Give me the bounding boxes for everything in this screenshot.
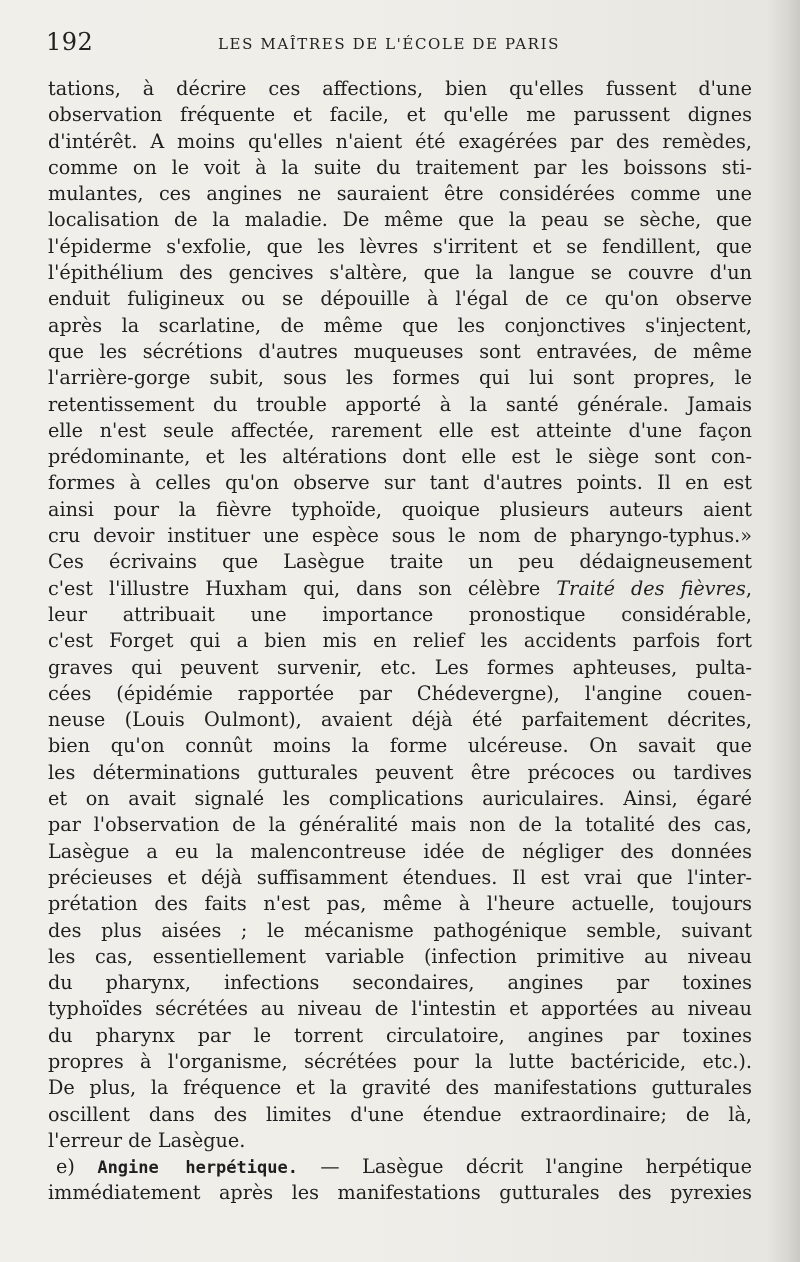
text-line: De plus, la fréquence et la gravité des manifestations gutturales — [48, 1076, 752, 1100]
text-line: du pharynx par le torrent circulatoire, angines par toxines — [48, 1023, 752, 1047]
page-edge-shadow — [766, 0, 800, 1262]
text-line: bien qu'on connût moins la forme ulcéreuse. On savait que — [48, 734, 752, 758]
text-line: leur attribuait une importance pronostique considérable, — [48, 602, 752, 626]
text-fragment: c'est l'illustre Huxham qui, dans son célèbre — [48, 576, 557, 600]
text-line: comme on le voit à la suite du traitement par les boissons sti- — [48, 155, 752, 179]
running-title: LES MAÎTRES DE L'ÉCOLE DE PARIS — [218, 35, 560, 53]
text-line-with-italic — [48, 576, 752, 602]
text-line: et on avait signalé les complications auriculaires. Ainsi, égaré — [48, 787, 752, 811]
text-line: prédominante, et les altérations dont elle est le siège sont con- — [48, 445, 752, 469]
text-line: que les sécrétions d'autres muqueuses sont entravées, de même — [48, 339, 752, 363]
text-line: neuse (Louis Oulmont), avaient déjà été parfaitement décrites, — [48, 708, 752, 732]
text-line: l'erreur de Lasègue. — [48, 1128, 246, 1152]
text-line: prétation des faits n'est pas, même à l'heure actuelle, toujours — [48, 892, 752, 916]
section-heading: Angine herpétique. — [97, 1158, 298, 1179]
text-line: enduit fuligineux ou se dépouille à l'égal de ce qu'on observe — [48, 287, 752, 311]
text-line: typhoïdes sécrétées au niveau de l'intestin et apportées au niveau — [48, 997, 752, 1021]
text-line: après la scarlatine, de même que les conjonctives s'injectent, — [48, 313, 752, 337]
book-title-italic: Traité des fièvres — [556, 576, 746, 600]
text-line: graves qui peuvent survenir, etc. Les formes aphteuses, pulta- — [48, 655, 752, 679]
text-line: tations, à décrire ces affections, bien qu'elles fussent d'une — [48, 77, 752, 100]
text-line: immédiatement après les manifestations gutturales des pyrexies — [48, 1181, 752, 1205]
section-e-first-line — [48, 1154, 752, 1180]
text-line: des plus aisées ; le mécanisme pathogénique semble, suivant — [48, 918, 752, 942]
text-line: cru devoir instituer une espèce sous le nom de pharyngo-typhus.» — [48, 524, 752, 548]
text-line: oscillent dans des limites d'une étendue extraordinaire; de là, — [48, 1102, 752, 1126]
text-line: du pharynx, infections secondaires, angines par toxines — [48, 971, 752, 995]
text-line: c'est Forget qui a bien mis en relief les accidents parfois fort — [48, 629, 752, 653]
text-line: localisation de la maladie. De même que la peau se sèche, que — [48, 208, 752, 232]
text-line: les déterminations gutturales peuvent être précoces ou tardives — [48, 760, 752, 784]
text-line: cées (épidémie rapportée par Chédevergne), l'angine couen- — [48, 681, 752, 705]
text-line: l'épithélium des gencives s'altère, que la langue se couvre d'un — [48, 261, 752, 285]
text-line: ainsi pour la fièvre typhoïde, quoique plusieurs auteurs aient — [48, 497, 752, 521]
section-label: e) — [56, 1155, 75, 1179]
text-line: Lasègue a eu la malencontreuse idée de négliger des données — [48, 839, 752, 863]
body-text — [48, 76, 752, 1207]
text-line: formes à celles qu'on observe sur tant d'autres points. Il en est — [48, 471, 752, 495]
text-line: précieuses et déjà suffisamment étendues. Il est vrai que l'inter- — [48, 865, 752, 889]
text-line: propres à l'organisme, sécrétées pour la lutte bactéricide, etc.). — [48, 1049, 752, 1073]
page-number: 192 — [46, 28, 94, 56]
text-line: elle n'est seule affectée, rarement elle est atteinte d'une façon — [48, 418, 752, 442]
text-fragment: , — [745, 576, 752, 600]
text-line: d'intérêt. A moins qu'elles n'aient été exagérées par des remèdes, — [48, 129, 752, 153]
text-line: Ces écrivains que Lasègue traite un peu dédaigneusement — [48, 550, 752, 574]
text-line: retentissement du trouble apporté à la santé générale. Jamais — [48, 392, 752, 416]
text-fragment: — Lasègue décrit l'angine herpétique — [297, 1155, 752, 1179]
text-line: les cas, essentiellement variable (infection primitive au niveau — [48, 944, 752, 968]
page-header — [46, 28, 746, 58]
text-line: par l'observation de la généralité mais non de la totalité des cas, — [48, 813, 752, 837]
text-line: l'arrière-gorge subit, sous les formes qui lui sont propres, le — [48, 366, 752, 390]
text-line: l'épiderme s'exfolie, que les lèvres s'irritent et se fendillent, que — [48, 234, 752, 258]
text-line: observation fréquente et facile, et qu'elle me parussent dignes — [48, 103, 752, 127]
text-line: mulantes, ces angines ne sauraient être considérées comme une — [48, 182, 752, 206]
